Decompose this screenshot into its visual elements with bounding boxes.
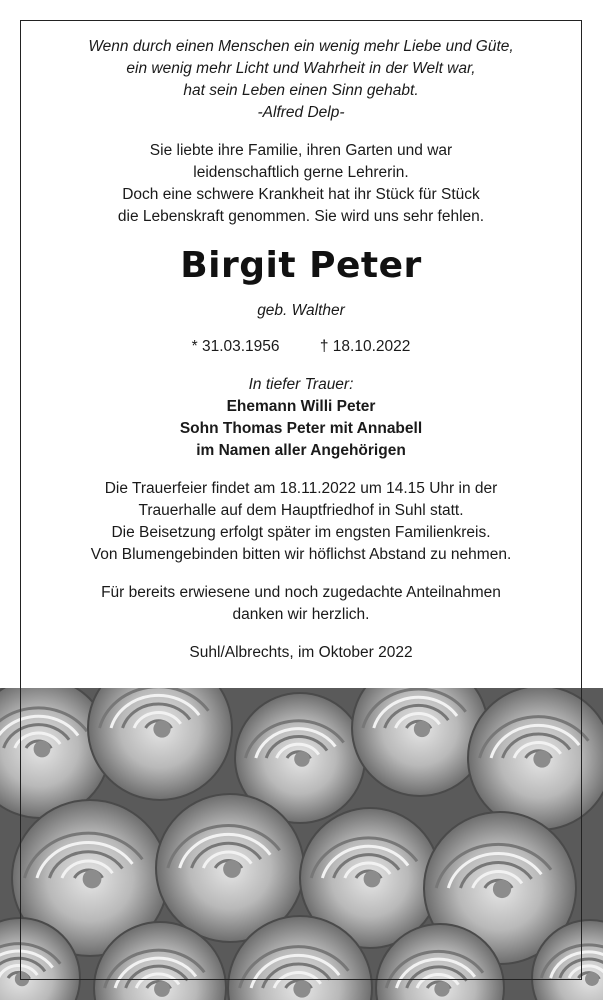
roses-photo [0, 688, 603, 1000]
funeral-block [22, 478, 580, 566]
thanks-line: Für bereits erwiesene und noch zugedachte Anteilnahmen [101, 584, 501, 601]
tribute-line: die Lebenskraft genommen. Sie wird uns sehr fehlen. [117, 208, 485, 225]
notice-text [22, 36, 580, 664]
life-dates [22, 336, 580, 358]
mourners-block [22, 374, 580, 462]
funeral-line: Die Beisetzung erfolgt später im engsten Familienkreis. [111, 524, 491, 541]
mourner-name: im Namen aller Angehörigen [196, 442, 406, 459]
place-date: Suhl/Albrechts, im Oktober 2022 [189, 644, 413, 661]
quote-line: Wenn durch einen Menschen ein wenig mehr Liebe und Güte, [88, 38, 514, 55]
tribute-line: leidenschaftlich gerne Lehrerin. [193, 164, 409, 181]
maiden-name: geb. Walther [257, 302, 345, 319]
deceased-name: Birgit Peter [180, 245, 422, 286]
birth-date: * 31.03.1956 [191, 338, 280, 355]
quote-author: -Alfred Delp- [257, 104, 345, 121]
tribute-line: Sie liebte ihre Familie, ihren Garten und war [149, 142, 453, 159]
mourners-intro: In tiefer Trauer: [248, 376, 354, 393]
funeral-line: Die Trauerfeier findet am 18.11.2022 um 14.15 Uhr in der [104, 480, 498, 497]
funeral-line: Von Blumengebinden bitten wir höflichst Abstand zu nehmen. [90, 546, 512, 563]
roses-illustration [0, 688, 603, 1000]
quote-block [22, 36, 580, 124]
rose [468, 688, 603, 830]
tribute-line: Doch eine schwere Krankheit hat ihr Stück für Stück [122, 186, 480, 203]
tribute-block [22, 140, 580, 228]
quote-line: ein wenig mehr Licht und Wahrheit in der Welt war, [126, 60, 476, 77]
quote-line: hat sein Leben einen Sinn gehabt. [183, 82, 419, 99]
thanks-line: danken wir herzlich. [232, 606, 370, 623]
thanks-block [22, 582, 580, 626]
mourner-name: Ehemann Willi Peter [226, 398, 376, 415]
death-date: † 18.10.2022 [319, 338, 411, 355]
mourner-name: Sohn Thomas Peter mit Annabell [179, 420, 423, 437]
funeral-line: Trauerhalle auf dem Hauptfriedhof in Suhl statt. [138, 502, 464, 519]
